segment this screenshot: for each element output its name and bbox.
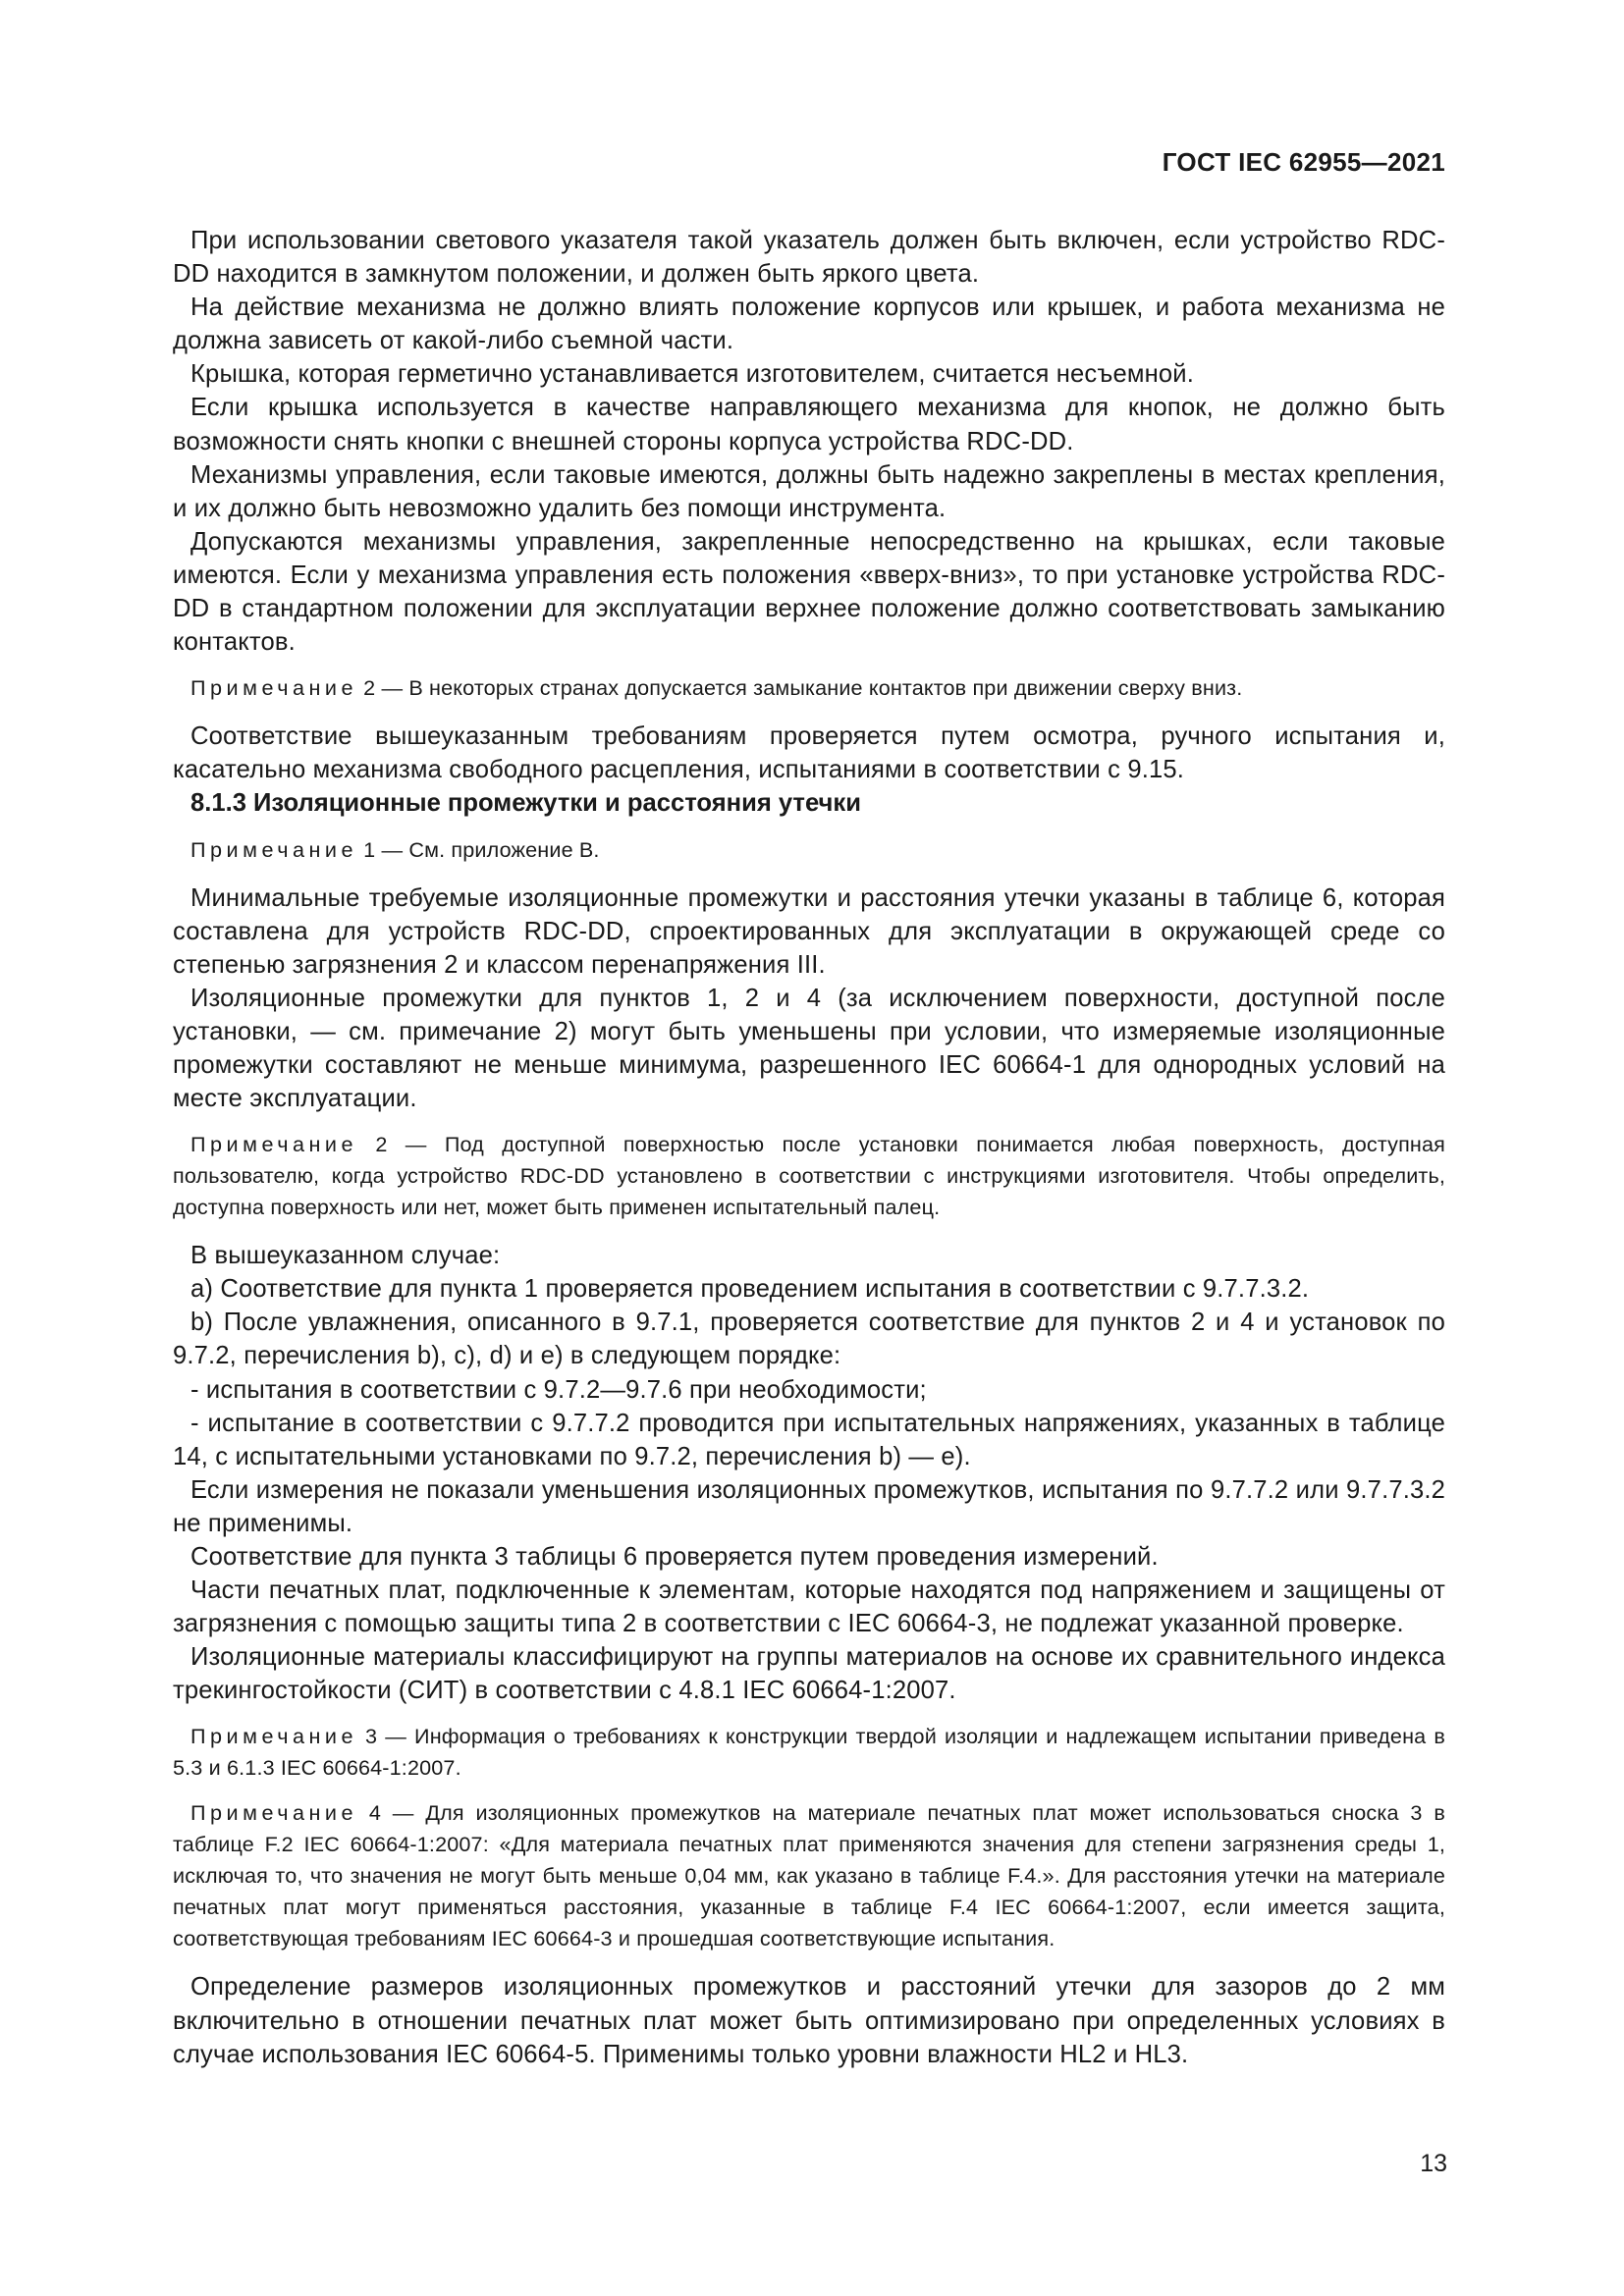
- paragraph: При использовании светового указателя такой указатель должен быть включен, если устройство RDC-DD находится в замкнутом положении, и должен быть яркого цвета.: [173, 227, 1445, 289]
- page-body: [173, 224, 1445, 2071]
- paragraph: В вышеуказанном случае:: [190, 1242, 501, 1270]
- list-item: a) Соответствие для пункта 1 проверяется проведением испытания в соответствии с 9.7.7.3.2.: [190, 1275, 1310, 1304]
- paragraph: Если крышка используется в качестве направляющего механизма для кнопок, не должно быть возможности снять кнопки с внешней стороны корпуса устройства RDC-DD.: [173, 394, 1445, 455]
- paragraph: На действие механизма не должно влиять положение корпусов или крышек, и работа механизма не должна зависеть от какой-либо съемной части.: [173, 294, 1445, 355]
- list-item: b) После увлажнения, описанного в 9.7.1, проверяется соответствие для пунктов 2 и 4 и установок по 9.7.2, перечисления b), c), d) и e) в следующем порядке:: [173, 1308, 1445, 1370]
- paragraph: Части печатных плат, подключенные к элементам, которые находятся под напряжением и защищены от загрязнения с помощью защиты типа 2 в соответствии с IEC 60664-3, не подлежат указанной проверке.: [173, 1576, 1445, 1638]
- note-text: 3 — Информация о требованиях к конструкции твердой изоляции и надлежащем испытании приведена в 5.3 и 6.1.3 IEC 60664-1:2007.: [173, 1724, 1445, 1781]
- note-label: Примечание: [190, 1800, 357, 1826]
- paragraph: Крышка, которая герметично устанавливается изготовителем, считается несъемной.: [190, 360, 1195, 389]
- paragraph: Механизмы управления, если таковые имеются, должны быть надежно закреплены в местах крепления, и их должно быть невозможно удалить без помощи инструмента.: [173, 460, 1445, 522]
- page-number: 13: [1420, 2150, 1447, 2177]
- paragraph: Если измерения не показали уменьшения изоляционных промежутков, испытания по 9.7.7.2 или 9.7.7.3.2 не применимы.: [173, 1475, 1445, 1537]
- note-text: 1 — См. приложение В.: [363, 836, 600, 862]
- paragraph: Минимальные требуемые изоляционные промежутки и расстояния утечки указаны в таблице 6, которая составлена для устройств RDC-DD, спроектированных для эксплуатации в окружающей среде со степенью загрязнения 2 и классом перенапряжения III.: [173, 883, 1445, 979]
- paragraph: Определение размеров изоляционных промежутков и расстояний утечки для зазоров до 2 мм включительно в отношении печатных плат может быть оптимизировано при определенных условиях в случае использования IEC 60664-5. Применимы только уровни влажности HL2 и HL3.: [173, 1973, 1445, 2068]
- note-label: Примечание: [190, 675, 357, 701]
- paragraph: Соответствие для пункта 3 таблицы 6 проверяется путем проведения измерений.: [190, 1543, 1159, 1571]
- note-label: Примечание: [190, 836, 357, 862]
- note-label: Примечание: [190, 1724, 357, 1749]
- list-item: - испытания в соответствии с 9.7.2—9.7.6 при необходимости;: [190, 1375, 927, 1404]
- note: [173, 834, 1445, 866]
- section-heading: 8.1.3 Изоляционные промежутки и расстояния утечки: [190, 789, 861, 818]
- paragraph: Изоляционные материалы классифицируют на группы материалов на основе их сравнительного индекса трекингостойкости (СИТ) в соответствии с 4.8.1 IEC 60664-1:2007.: [173, 1643, 1445, 1705]
- note-text: 2 — Под доступной поверхностью после установки понимается любая поверхность, доступная пользователю, когда устройство RDC-DD установлено в соответствии с инструкциями изготовителя. Чтобы определить, доступна поверхность или нет, может быть применен испытательный палец.: [173, 1132, 1445, 1220]
- note-text: 2 — В некоторых странах допускается замыкание контактов при движении сверху вниз.: [363, 675, 1243, 701]
- paragraph: Допускаются механизмы управления, закрепленные непосредственно на крышках, если таковые имеются. Если у механизма управления есть положения «вверх-вниз», то при установке устройства RDC-DD в стандартном положении для эксплуатации верхнее положение должно соответствовать замыканию контактов.: [173, 527, 1445, 657]
- document-code-header: ГОСТ IEC 62955—2021: [1162, 147, 1445, 177]
- list-item: - испытание в соответствии с 9.7.7.2 проводится при испытательных напряжениях, указанных в таблице 14, с испытательными установками по 9.7.2, перечисления b) — e).: [173, 1409, 1445, 1470]
- note: [173, 1721, 1445, 1784]
- note-text: 4 — Для изоляционных промежутков на материале печатных плат может использоваться сноска 3 в таблице F.2 IEC 60664-1:2007: «Для материала печатных плат применяются значения для степени загрязнения среды 1, исключая то, что значения не могут быть меньше 0,04 мм, как указано в таблице F.4.». Для расстояния утечки на материале печатных плат могут применяться расстояния, указанные в таблице F.4 IEC 60664-1:2007, если имеется защита, соответствующая требованиям IEC 60664-3 и прошедшая соответствующие испытания.: [173, 1800, 1445, 1951]
- paragraph: Изоляционные промежутки для пунктов 1, 2 и 4 (за исключением поверхности, доступной после установки, — см. примечание 2) могут быть уменьшены при условии, что измеряемые изоляционные промежутки составляют не меньше минимума, разрешенного IEC 60664-1 для однородных условий на месте эксплуатации.: [173, 984, 1445, 1113]
- paragraph: Соответствие вышеуказанным требованиям проверяется путем осмотра, ручного испытания и, касательно механизма свободного расцепления, испытаниями в соответствии с 9.15.: [173, 722, 1445, 784]
- note: [173, 1129, 1445, 1223]
- note: [173, 1797, 1445, 1954]
- note: [173, 672, 1445, 704]
- note-label: Примечание: [190, 1132, 357, 1157]
